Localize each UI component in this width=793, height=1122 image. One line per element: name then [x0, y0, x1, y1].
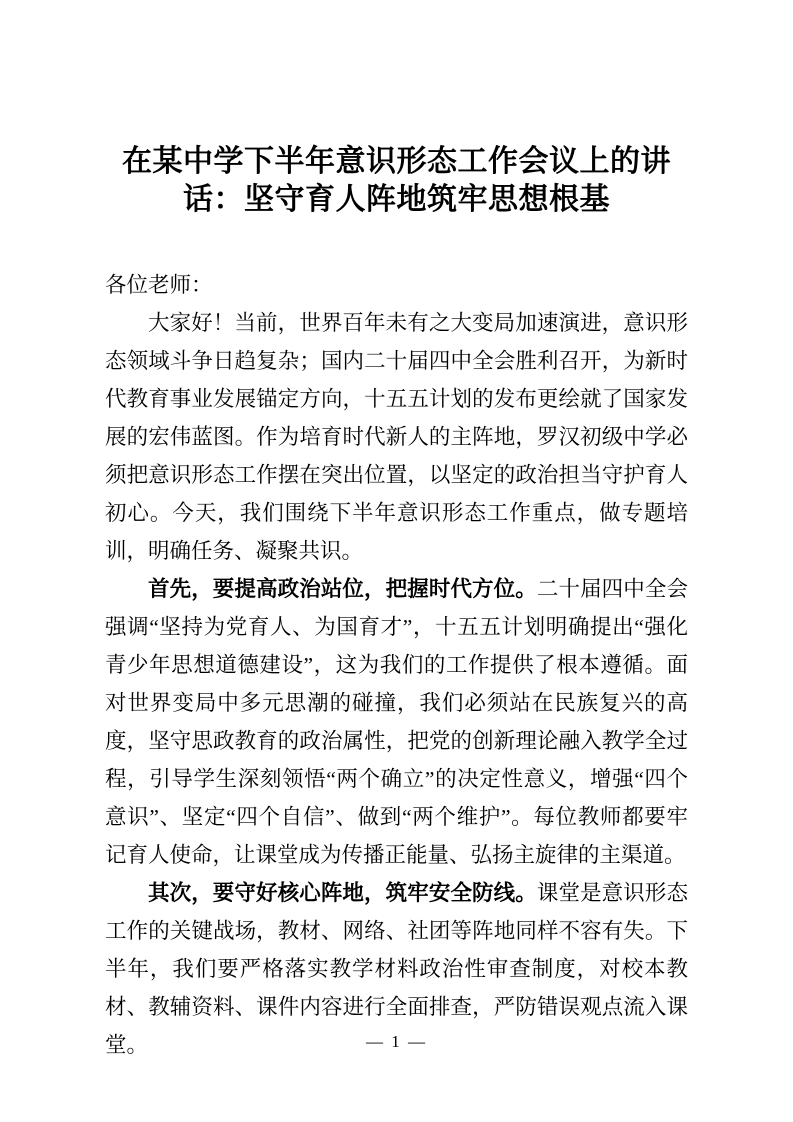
page-number: — 1 —	[366, 1032, 427, 1051]
salutation: 各位老师：	[105, 273, 213, 297]
paragraph-lead: 首先，要提高政治站位，把握时代方位。	[148, 577, 537, 601]
document-title-line-2: 话：坚守育人阵地筑牢思想根基	[183, 183, 610, 216]
paragraph	[105, 570, 688, 874]
document-title	[40, 143, 753, 219]
document-title-line-1: 在某中学下半年意识形态工作会议上的讲	[122, 145, 671, 178]
paragraph-lead: 其次，要守好核心阵地，筑牢安全防线。	[148, 881, 537, 905]
paragraph-text: 二十届四中全会强调“坚持为党育人、为国育才”，十五五计划明确提出“强化青少年思想道德建设”，这为我们的工作提供了根本遵循。面对世界变局中多元思潮的碰撞，我们必须站在民族复兴的高度，坚守思政教育的政治属性，把党的创新理论融入教学全过程，引导学生深刻领悟“两个确立”的决定性意义，增强“四个意识”、坚定“四个自信”、做到“两个维护”。每位教师都要牢记育人使命，让课堂成为传播正能量、弘扬主旋律的主渠道。	[105, 577, 688, 867]
paragraph	[105, 304, 688, 570]
document-body	[105, 266, 688, 1064]
paragraph-text: 课堂是意识形态工作的关键战场，教材、网络、社团等阵地同样不容有失。下半年，我们要严格落实教学材料政治性审查制度，对校本教材、教辅资料、课件内容进行全面排查，严防错误观点流入课堂。	[105, 881, 688, 1057]
paragraph-text: 大家好！当前，世界百年未有之大变局加速演进，意识形态领域斗争日趋复杂；国内二十届四中全会胜利召开，为新时代教育事业发展锚定方向，十五五计划的发布更绘就了国家发展的宏伟蓝图。作为培育时代新人的主阵地，罗汉初级中学必须把意识形态工作摆在突出位置，以坚定的政治担当守护育人初心。今天，我们围绕下半年意识形态工作重点，做专题培训，明确任务、凝聚共识。	[105, 311, 688, 563]
